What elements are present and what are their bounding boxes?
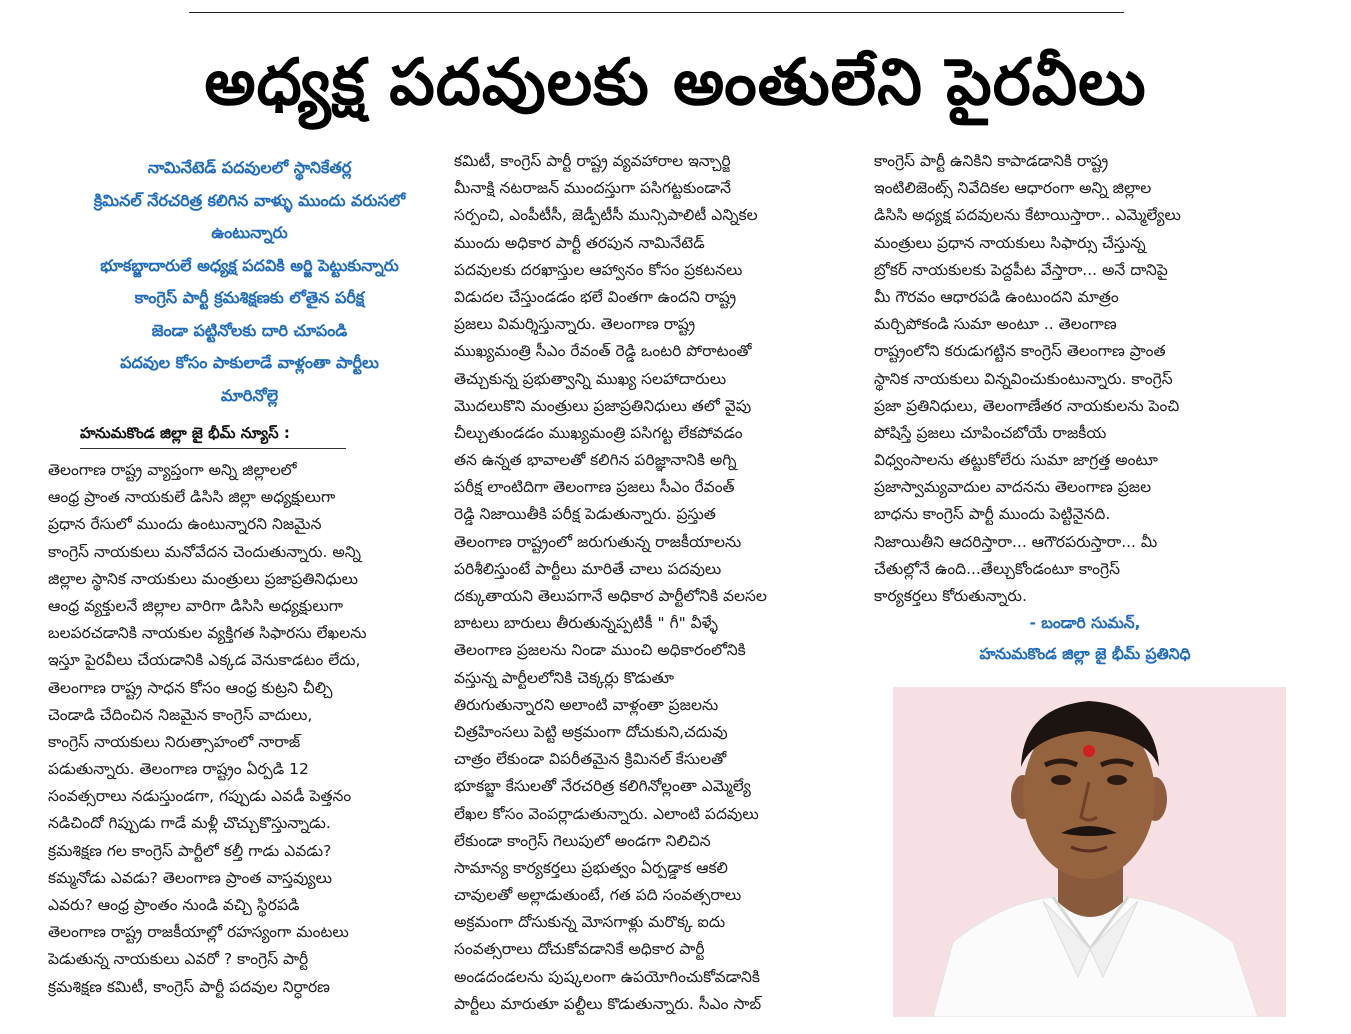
highlight-line: క్రిమినల్ నేరచరిత్ర కలిగిన వాళ్ళు ముందు వరుసలో [93, 190, 406, 210]
text-line: డిసిసి అధ్యక్ష పదవులను కేటాయిస్తారా.. ఎమ్మెల్యేలు [874, 206, 1181, 225]
text-line: స్థానిక నాయకులు విన్నవించుకుంటున్నారు. కాంగ్రెస్ [874, 369, 1173, 388]
text-line: లేఖల కోసం వెంపర్లాడుతున్నారు. ఎలాంటి పదవులు [454, 804, 759, 823]
text-line: చేతుల్లోనే ఉంది...తేల్చుకోండంటూ కాంగ్రెస్ [874, 559, 1120, 578]
text-line: తెలంగాణ రాష్ట్ర సాధన కోసం ఆంధ్ర కుట్రని చీల్చి [48, 678, 333, 697]
portrait-illustration [893, 687, 1286, 1017]
text-line: జిల్లాల స్థానిక నాయకులు మంత్రులు ప్రజాప్రతినిధులు [48, 569, 359, 588]
text-line: క్రమశిక్షణ కమిటీ, కాంగ్రెస్ పార్టీ పదవుల నిర్ధారణ [48, 977, 330, 996]
text-line: పరీక్ష లాంటిదిగా తెలంగాణ ప్రజలు సీఎం రేవంత్ [454, 478, 735, 497]
text-line: కమిటీ, కాంగ్రెస్ పార్టీ రాష్ట్ర వ్యవహారాల ఇన్చార్జి [454, 152, 731, 170]
text-line: రాష్ట్రంలోని కరుడుగట్టిన కాంగ్రెస్ తెలంగాణ ప్రాంత [874, 342, 1166, 361]
text-line: తిరుగుతున్నారని అలాంటి వాళ్లంతా ప్రజలను [454, 695, 719, 714]
text-line: సంవత్సరాలు దోచుకోవడానికే అధికార పార్టీ [454, 940, 705, 959]
highlights-box [52, 152, 447, 412]
text-line: తెలంగాణ రాష్ట్రంలో జరుగుతున్న రాజకీయాలను [454, 532, 742, 551]
highlight-line: ఉంటున్నారు [211, 223, 288, 242]
dateline: హనుమకొండ జిల్లా జై భీమ్ న్యూస్ : [80, 424, 290, 442]
top-rule [189, 12, 1124, 13]
text-line: అక్రమంగా దోసుకున్న మోసగాళ్లు మరొక్క ఐదు [454, 913, 726, 932]
text-line: పరిశీలిస్తుంటే పార్టీలు మారితే చాలు పదవులు [454, 559, 722, 578]
text-line: చావులతో అల్లాడుతుంటే, గత పది సంవత్సరాలు [454, 886, 742, 905]
text-line: దక్కుతాయని తెలుపగానే అధికార పార్టీలోనికి వలసల [454, 587, 767, 605]
highlight-line: కాంగ్రెస్ పార్టీ క్రమశిక్షణకు లోతైన పరీక్ష [134, 288, 365, 307]
text-line: పదవులకు దరఖాస్తుల ఆహ్వానం కోసం ప్రకటనలు [454, 260, 743, 279]
text-line: ఇస్తూ పైరవీలు చేయడానికి ఎక్కడ వెనుకాడటం లేదు, [48, 651, 361, 670]
text-line: కాంగ్రెస్ పార్టీ ఉనికిని కాపాడడానికి రాష్ట్ర [874, 152, 1109, 170]
text-line: ఆంధ్ర ప్రాంత నాయకులే డిసిసి జిల్లా అధ్యక్షులుగా [48, 488, 336, 507]
text-line: సామాన్య కార్యకర్తలు ప్రభుత్వం ఏర్పడ్డాక ఆకలి [454, 858, 728, 877]
text-line: పార్టీలు మారుతూ పల్టీలు కొడుతున్నారు. సీఎం సాబ్ [454, 994, 762, 1013]
text-line: మంత్రులు ప్రధాన నాయకులు సిఫార్సు చేస్తున్న [874, 233, 1146, 252]
highlight-line: పదవుల కోసం పాకులాడే వాళ్లంతా పార్టీలు [120, 353, 379, 372]
author-photo [893, 687, 1286, 1017]
byline-title: హనుమకొండ జిల్లా జై భీమ్ ప్రతినిధి [979, 645, 1191, 663]
article-column-3 [874, 148, 1269, 610]
text-line: బాటలు బారులు తీరుతున్నప్పటికీ " గీ" వీళ్ళే [454, 614, 718, 633]
text-line: ప్రజా ప్రతినిధులు, తెలంగాణేతర నాయకులను పెంచి [874, 396, 1180, 415]
highlight-line: నామినేటెడ్ పదవులలో స్థానికేతర్ల [147, 158, 352, 177]
headline: అధ్యక్ష పదవులకు అంతులేని పైరవీలు [204, 46, 1147, 120]
article-column-1 [48, 457, 448, 1001]
text-line: కాంగ్రెస్ నాయకులు మనోవేదన చెందుతున్నారు. అన్ని [48, 542, 361, 561]
text-line: పెడుతున్న నాయకులు ఎవరో ? కాంగ్రెస్ పార్టీ [48, 950, 309, 969]
text-line: ఇంటిలిజెంట్స్ నివేదికల ఆధారంగా అన్ని జిల్లాల [874, 179, 1152, 198]
text-line: లేకుండా కాంగ్రెస్ గెలుపులో అండగా నిలిచిన [454, 831, 711, 850]
text-line: విడుదల చేస్తుండడం భలే వింతగా ఉందని రాష్ట్ర [454, 287, 737, 306]
text-line: చాత్రం లేకుండా విపరీతమైన క్రిమినల్ కేసులతో [454, 750, 727, 769]
text-line: భూకబ్జా కేసులతో నేరచరిత్ర కలిగినోల్లంతా ఎమ్మెల్యే [454, 777, 751, 796]
text-line: ఎవరు? ఆంధ్ర ప్రాంతం నుండి వచ్చి స్థిరపడి [48, 896, 300, 914]
text-line: తెలంగాణ రాష్ట్ర వ్యాప్తంగా అన్ని జిల్లాలలో [48, 461, 297, 479]
text-line: మీ గౌరవం ఆధారపడి ఉంటుందని మాత్రం [874, 287, 1119, 306]
text-line: బాధను కాంగ్రెస్ పార్టీ ముందు పెట్టినైనది. [874, 505, 1111, 524]
text-line: నిజాయితీని ఆదరిస్తారా... ఆగౌరపరుస్తారా... మీ [874, 532, 1158, 551]
byline-name: - బండారి సుమన్, [1029, 614, 1141, 632]
text-line: తన ఉన్నత భావాలతో కలిగిన పరిజ్ఞానానికి అగ్ని [454, 451, 737, 470]
text-line: నడిచిందో గిప్పుడు గాడే మళ్లీ చొచ్చుకొస్తున్నాడు. [48, 814, 331, 833]
highlight-line: జెండా పట్టినోలకు దారి చూపండి [151, 320, 348, 340]
text-line: బలపరచడానికి నాయకుల వ్యక్తిగత సిఫారసు లేఖలను [48, 624, 367, 643]
text-line: రెడ్డి నిజాయితీకి పరీక్ష పెడుతున్నారు. ప్రస్తుత [454, 505, 716, 524]
highlight-line: మారినోల్లె [220, 385, 279, 405]
text-line: కమ్మనోడు ఎవడు? తెలంగాణ ప్రాంత వాస్తవ్యులు [48, 868, 332, 887]
text-line: ప్రజాస్వామ్యవాదుల వాదనను తెలంగాణ ప్రజల [874, 478, 1152, 497]
text-line: కార్యకర్తలు కోరుతున్నారు. [874, 587, 1027, 605]
text-line: చీల్చుతుండడం ముఖ్యమంత్రి పసిగట్ట లేకపోవడం [454, 423, 743, 442]
text-line: బ్రోకర్ నాయకులకు పెద్దపీట వేస్తారా... అనే దానిపై [874, 260, 1168, 279]
highlight-line: భూకబ్జాదారులే అధ్యక్ష పదవికి అర్జి పెట్టుకున్నారు [100, 255, 399, 275]
article-column-2 [454, 148, 859, 1018]
text-line: మర్చిపోకండి సుమా అంటూ .. తెలంగాణ [874, 315, 1117, 334]
text-line: వస్తున్న పార్టీలలోనికి చెక్కర్లు కొడుతూ [454, 668, 674, 687]
dateline-underline [80, 448, 346, 449]
text-line: తెలంగాణ ప్రజలను నిండా ముంచి అధికారంలోనికి [454, 641, 746, 660]
text-line: తెలంగాణ రాష్ట్ర రాజకీయాల్లో రహస్యంగా మంటలు [48, 923, 349, 942]
text-line: ప్రధాన రేసులో ముందు ఉంటున్నారని నిజమైన [48, 515, 322, 534]
text-line: పడుతున్నారు. తెలంగాణ రాష్ట్రం ఏర్పడి 12 [48, 760, 309, 779]
text-line: ప్రజలు విమర్శిస్తున్నారు. తెలంగాణ రాష్ట్ర [454, 315, 696, 334]
text-line: మీనాక్షి నటరాజన్ ముందస్తుగా పసిగట్టకుండానే [454, 179, 731, 198]
text-line: సంవత్సరాలు నడుస్తుండగా, గప్పుడు ఎవడీ పెత్తనం [48, 787, 352, 806]
text-line: చెండాడి చేదించిన నిజమైన కాంగ్రెస్ వాదులు, [48, 705, 313, 724]
text-line: చిత్రహింసలు పెట్టి అక్రమంగా దోచుకుని,చదువు [454, 722, 728, 741]
text-line: సర్పంచి, ఎంపీటీసీ, జెడ్పీటీసీ మున్సిపాలిటీ ఎన్నికల [454, 206, 758, 225]
text-line: విధ్వంసాలను తట్టుకోలేరు సుమా జాగ్రత్త అంటూ [874, 451, 1158, 470]
text-line: ఆంధ్ర వ్యక్తులనే జిల్లాల వారిగా డిసిసి అధ్యక్షులుగా [48, 596, 343, 615]
text-line: పోషిస్తే ప్రజలు చూపించబోయే రాజకీయ [874, 423, 1107, 442]
text-line: మొదలుకొని మంత్రులు ప్రజాప్రతినిధులు తలో వైపు [454, 396, 752, 415]
text-line: ముఖ్యమంత్రి సీఎం రేవంత్ రెడ్డి ఒంటరి పోరాటంతో [454, 342, 752, 361]
text-line: తెచ్చుకున్న ప్రభుత్వాన్ని ముఖ్య సలహాదారులు [454, 369, 727, 388]
text-line: అండదండలను పుష్కలంగా ఉపయోగించుకోవడానికి [454, 967, 760, 986]
text-line: కాంగ్రెస్ నాయకులు నిరుత్సాహంలో నారాజ్ [48, 732, 301, 751]
text-line: ముందు అధికార పార్టీ తరపున నామినేటెడ్ [454, 233, 705, 252]
text-line: క్రమశిక్షణ గల కాంగ్రెస్ పార్టీలో కల్తీ గాడు ఎవడు? [48, 841, 332, 860]
